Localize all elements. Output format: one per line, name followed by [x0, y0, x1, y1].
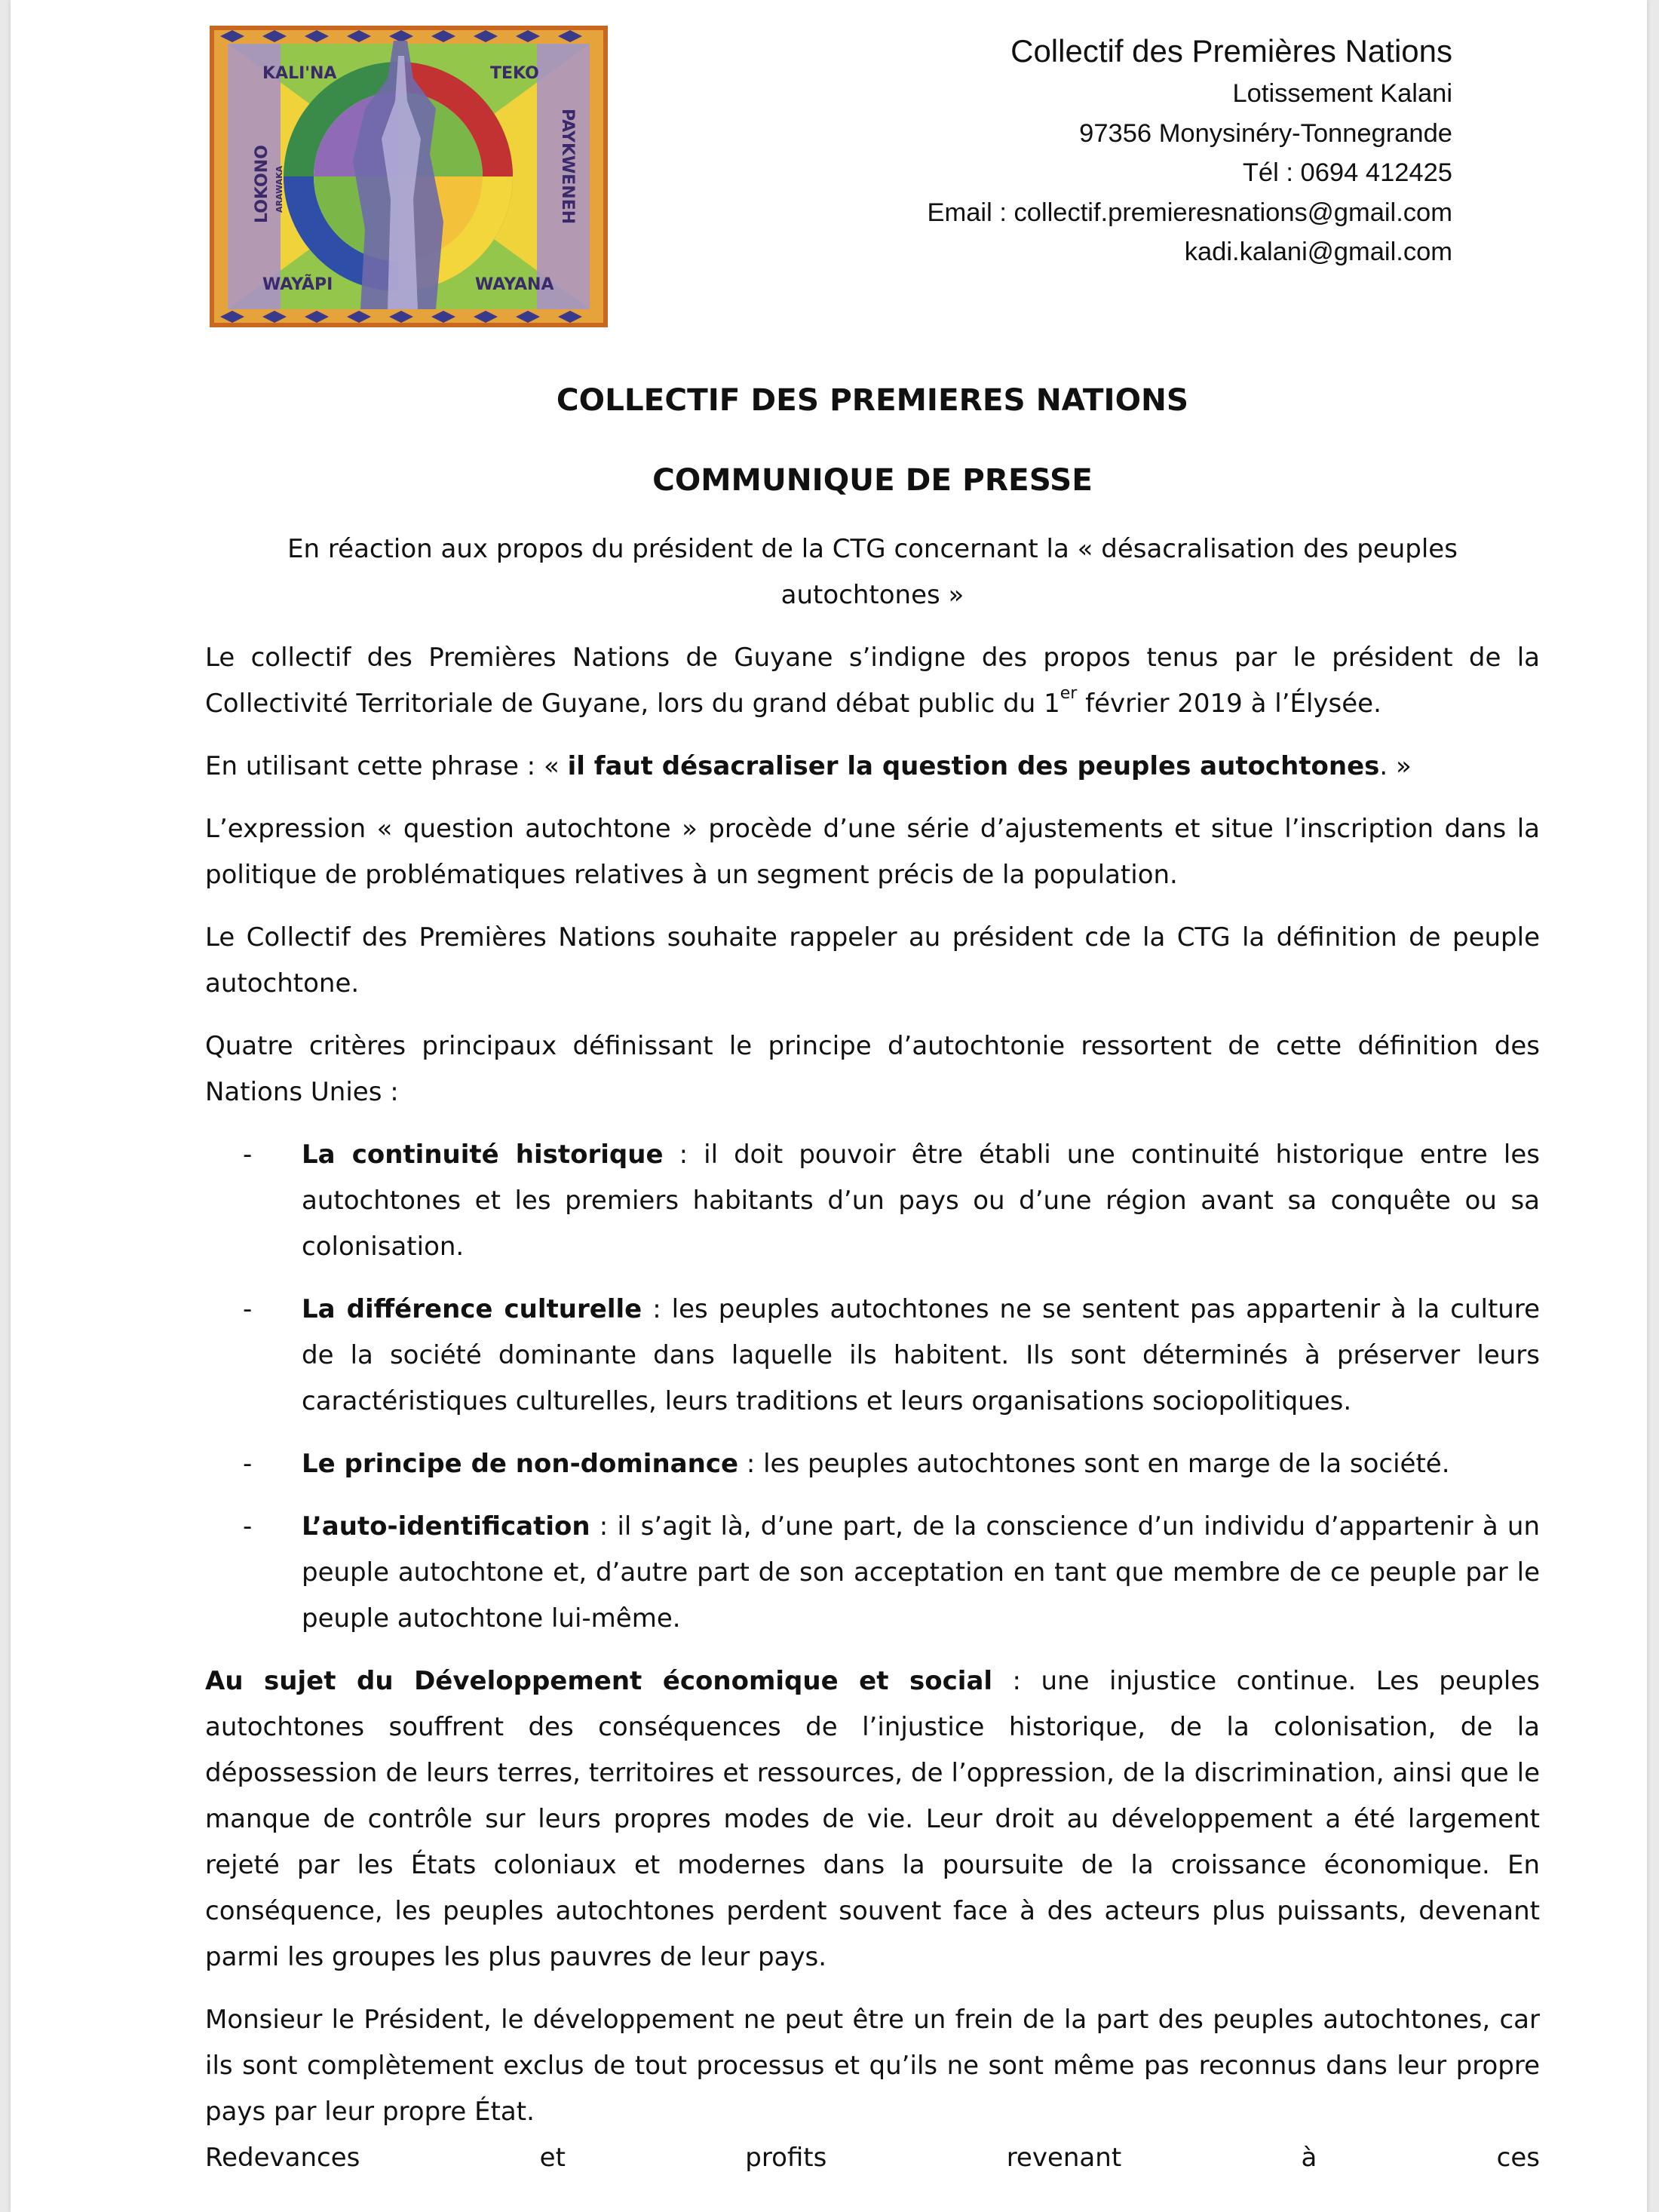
paragraph-intro-text: Le collectif des Premières Nations de Guyane s’indigne des propos tenus par le président de la Collectivité Territoriale de Guyane, lors du grand débat public du 1 [205, 643, 1540, 719]
svg-text:LOKONO: LOKONO [253, 145, 271, 223]
org-name: Collectif des Premières Nations [1010, 33, 1452, 69]
criteria-list [205, 1132, 1540, 1642]
criterion-term: L’auto-identification [302, 1511, 590, 1542]
bullet-dash: - [243, 1449, 253, 1479]
paragraph-criteria-intro: Quatre critères principaux définissant le principe d’autochtonie ressortent de cette définition des Nations Unies : [205, 1031, 1540, 1107]
press-release-body [205, 377, 1540, 2181]
svg-text:WAYANA: WAYANA [475, 275, 554, 294]
reaction-subtitle [205, 526, 1540, 618]
ordinal-superscript: er [1059, 684, 1078, 703]
quote-prefix: En utilisant cette phrase : « [205, 751, 568, 781]
criterion-text: : il s’agit là, d’une part, de la conscience d’un individu d’appartenir à un peuple autochtone et, d’autre part de son acceptation en tant que membre de ce peuple par le peuple autochtone lui-même. [302, 1511, 1540, 1634]
criterion-term: La différence culturelle [302, 1294, 642, 1324]
list-item [205, 1132, 1540, 1270]
bullet-dash: - [243, 1511, 253, 1542]
criterion-term: La continuité historique [302, 1140, 664, 1170]
svg-text:PAYKWENEH: PAYKWENEH [558, 109, 577, 225]
criterion-text: : il doit pouvoir être établi une continuité historique entre les autochtones et les premiers habitants d’un pays ou d’une région avant sa conquête ou sa colonisation. [302, 1140, 1540, 1262]
svg-text:TEKO: TEKO [490, 64, 539, 83]
collectif-logo [210, 26, 608, 327]
bullet-dash: - [243, 1294, 253, 1324]
paragraph-president-continued: Redevances et profits revenant à ces [205, 2143, 1540, 2173]
paragraph-reminder: Le Collectif des Premières Nations souhaite rappeler au président cde la CTG la définition de peuple autochtone. [205, 922, 1540, 999]
list-item [205, 1287, 1540, 1425]
svg-text:WAYÃPI: WAYÃPI [262, 275, 333, 294]
development-heading: Au sujet du Développement économique et social [205, 1666, 993, 1696]
president-text: Monsieur le Président, le développement ne peut être un frein de la part des peuples autochtones, car ils sont complètement exclus de tout processus et qu’ils ne sont même pas reconnus dans leur propre pays par leur propre État. [205, 2005, 1540, 2127]
address-city: 97356 Monysinéry-Tonnegrande [1079, 118, 1452, 148]
paragraph-quote [205, 744, 1540, 790]
paragraph-president [205, 1997, 1540, 2135]
quote-suffix: . » [1379, 751, 1412, 781]
quote-bold: il faut désacraliser la question des peuples autochtones [567, 751, 1380, 781]
paragraph-development [205, 1658, 1540, 1980]
bullet-dash: - [243, 1140, 253, 1170]
svg-text:KALI'NA: KALI'NA [262, 64, 337, 83]
paragraph-intro-end: février 2019 à l’Élysée. [1077, 689, 1381, 719]
document-page [11, 0, 1647, 2212]
list-item [205, 1441, 1540, 1487]
paragraph-expression: L’expression « question autochtone » procède d’une série d’ajustements et situe l’inscription dans la politique de problématiques relatives à un segment précis de la population. [205, 814, 1540, 890]
criterion-text: : les peuples autochtones ne se sentent pas appartenir à la culture de la société dominante dans laquelle ils habitent. Ils sont déterminés à préserver leurs caractéristiques culturelles, leurs traditions et leurs organisations sociopolitiques. [302, 1294, 1540, 1416]
address-phone: Tél : 0694 412425 [1242, 158, 1452, 187]
reaction-subtitle-line1: En réaction aux propos du président de la CTG concernant la « désacralisation des peuples [287, 534, 1458, 564]
list-item [205, 1504, 1540, 1642]
development-text: : une injustice continue. Les peuples autochtones souffrent des conséquences de l’injustice historique, de la colonisation, de la dépossession de leurs terres, territoires et ressources, de l’oppression, de la discrimination, ainsi que le manque de contrôle sur leurs propres modes de vie. Leur droit au développement a été largement rejeté par les États coloniaux et modernes dans la poursuite de la croissance économique. En conséquence, les peuples autochtones perdent souvent face à des acteurs plus puissants, devenant parmi les groupes les plus pauvres de leur pays. [205, 1666, 1540, 1972]
reaction-subtitle-line2: autochtones » [780, 580, 964, 610]
address-email: Email : collectif.premieresnations@gmail.com [927, 198, 1452, 227]
paragraph-intro [205, 635, 1540, 727]
address-email-2: kadi.kalani@gmail.com [1184, 238, 1452, 266]
address-street: Lotissement Kalani [1232, 79, 1452, 108]
address-block [927, 30, 1452, 272]
criterion-text: : les peuples autochtones sont en marge de la société. [738, 1449, 1450, 1479]
document-subtitle-heading: COMMUNIQUE DE PRESSE [652, 462, 1093, 498]
document-title: COLLECTIF DES PREMIERES NATIONS [556, 382, 1189, 418]
criterion-term: Le principe de non-dominance [302, 1449, 739, 1479]
svg-text:ARAWAKA: ARAWAKA [274, 165, 284, 213]
